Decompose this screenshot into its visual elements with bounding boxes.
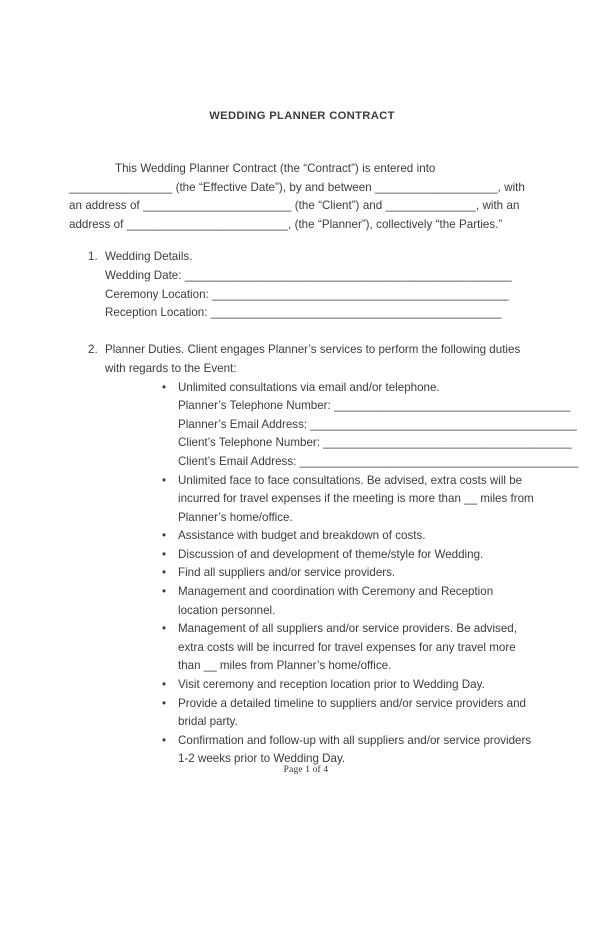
field-blank-rule[interactable]: ______________________________________________________: [184, 268, 512, 282]
field-label: Planner’s Telephone Number:: [178, 399, 331, 413]
field-planner-telephone: [178, 397, 570, 416]
field-label: Client’s Email Address:: [178, 454, 297, 468]
bullet-text: Unlimited consultations via email and/or telephone.: [178, 380, 440, 394]
bullet-text: Management of all suppliers and/or service providers. Be advised, extra costs will be incurred for travel expenses for any travel more than __ miles from Planner’s home/office.: [178, 622, 517, 673]
section-planner-duties: [69, 341, 578, 769]
field-client-email: [178, 453, 578, 472]
bullet-icon: •: [162, 566, 167, 580]
field-label: Ceremony Location:: [105, 287, 209, 301]
bullet-text: Management and coordination with Ceremony and Reception location personnel.: [178, 585, 494, 617]
field-client-telephone: [178, 434, 572, 453]
field-blank-rule[interactable]: ________________________________________________: [210, 306, 502, 320]
list-item: [105, 472, 535, 528]
bullet-text: Find all suppliers and/or service providers.: [178, 566, 396, 580]
field-blank-rule[interactable]: ____________________________________________: [310, 417, 577, 431]
field-blank-rule[interactable]: _______________________________________: [334, 399, 570, 413]
field-label: Wedding Date:: [105, 268, 182, 282]
list-item: [105, 527, 535, 546]
contact-fields: [178, 397, 578, 471]
bullet-text: Assistance with budget and breakdown of costs.: [178, 529, 426, 543]
field-label: Reception Location:: [105, 306, 208, 320]
field-reception-location: [105, 304, 535, 323]
section-number: 2.: [88, 343, 98, 357]
list-item: [105, 379, 578, 472]
list-item: [105, 564, 535, 583]
bullet-text: Visit ceremony and reception location prior to Wedding Day.: [178, 678, 485, 692]
field-blank-rule[interactable]: _________________________________________________: [212, 287, 509, 301]
field-label: Client’s Telephone Number:: [178, 436, 320, 450]
bullet-icon: •: [162, 733, 167, 747]
bullet-text: Confirmation and follow-up with all suppliers and/or service providers 1-2 weeks prior to Wedding Day.: [178, 733, 532, 766]
field-label: Planner’s Email Address:: [178, 417, 308, 431]
title-spacer: [69, 124, 535, 160]
list-item: [105, 732, 535, 769]
bullet-icon: •: [162, 696, 167, 710]
section-heading: Wedding Details.: [105, 250, 193, 264]
bullet-icon: •: [162, 585, 167, 599]
document-body: [69, 108, 578, 769]
list-item: [105, 583, 535, 620]
field-blank-rule[interactable]: ______________________________________________: [299, 454, 578, 468]
field-blank-rule[interactable]: _________________________________________: [323, 436, 572, 450]
intro-paragraph: This Wedding Planner Contract (the “Contract”) is entered into ________________ (the “Effective Date”), by and between ___________________, with an address of _______________________ (the “Client”) and ______________, with an address of _________________________, (the “Planner”), collectively “the Parties.”: [69, 162, 525, 231]
field-ceremony-location: [105, 286, 535, 305]
list-item: [105, 676, 535, 695]
bullet-icon: •: [162, 547, 167, 561]
section-wedding-details: [69, 248, 535, 322]
list-item: [105, 695, 535, 732]
bullet-text: Unlimited face to face consultations. Be advised, extra costs will be incurred for travel expenses if the meeting is more than __ miles from Planner’s home/office.: [178, 473, 534, 524]
list-item: [105, 620, 535, 676]
section-spacer: [69, 323, 535, 342]
page-title: WEDDING PLANNER CONTRACT: [209, 110, 395, 122]
numbered-sections: [69, 248, 578, 769]
bullet-icon: •: [162, 380, 167, 394]
bullet-icon: •: [162, 473, 167, 487]
planner-duties-bullets: [105, 379, 578, 769]
bullet-icon: •: [162, 678, 167, 692]
bullet-text: Provide a detailed timeline to suppliers and/or service providers and bridal party.: [178, 696, 526, 729]
page-footer: Page 1 of 4: [283, 765, 329, 775]
list-item: [105, 546, 535, 565]
field-planner-email: [178, 416, 577, 435]
bullet-icon: •: [162, 622, 167, 636]
field-wedding-date: [105, 267, 535, 286]
bullet-icon: •: [162, 529, 167, 543]
section-heading: Planner Duties. Client engages Planner’s services to perform the following duties with regards to the Event:: [105, 343, 521, 375]
section-number: 1.: [88, 250, 98, 264]
bullet-text: Discussion of and development of theme/style for Wedding.: [178, 547, 484, 561]
intro-spacer: [69, 234, 535, 248]
